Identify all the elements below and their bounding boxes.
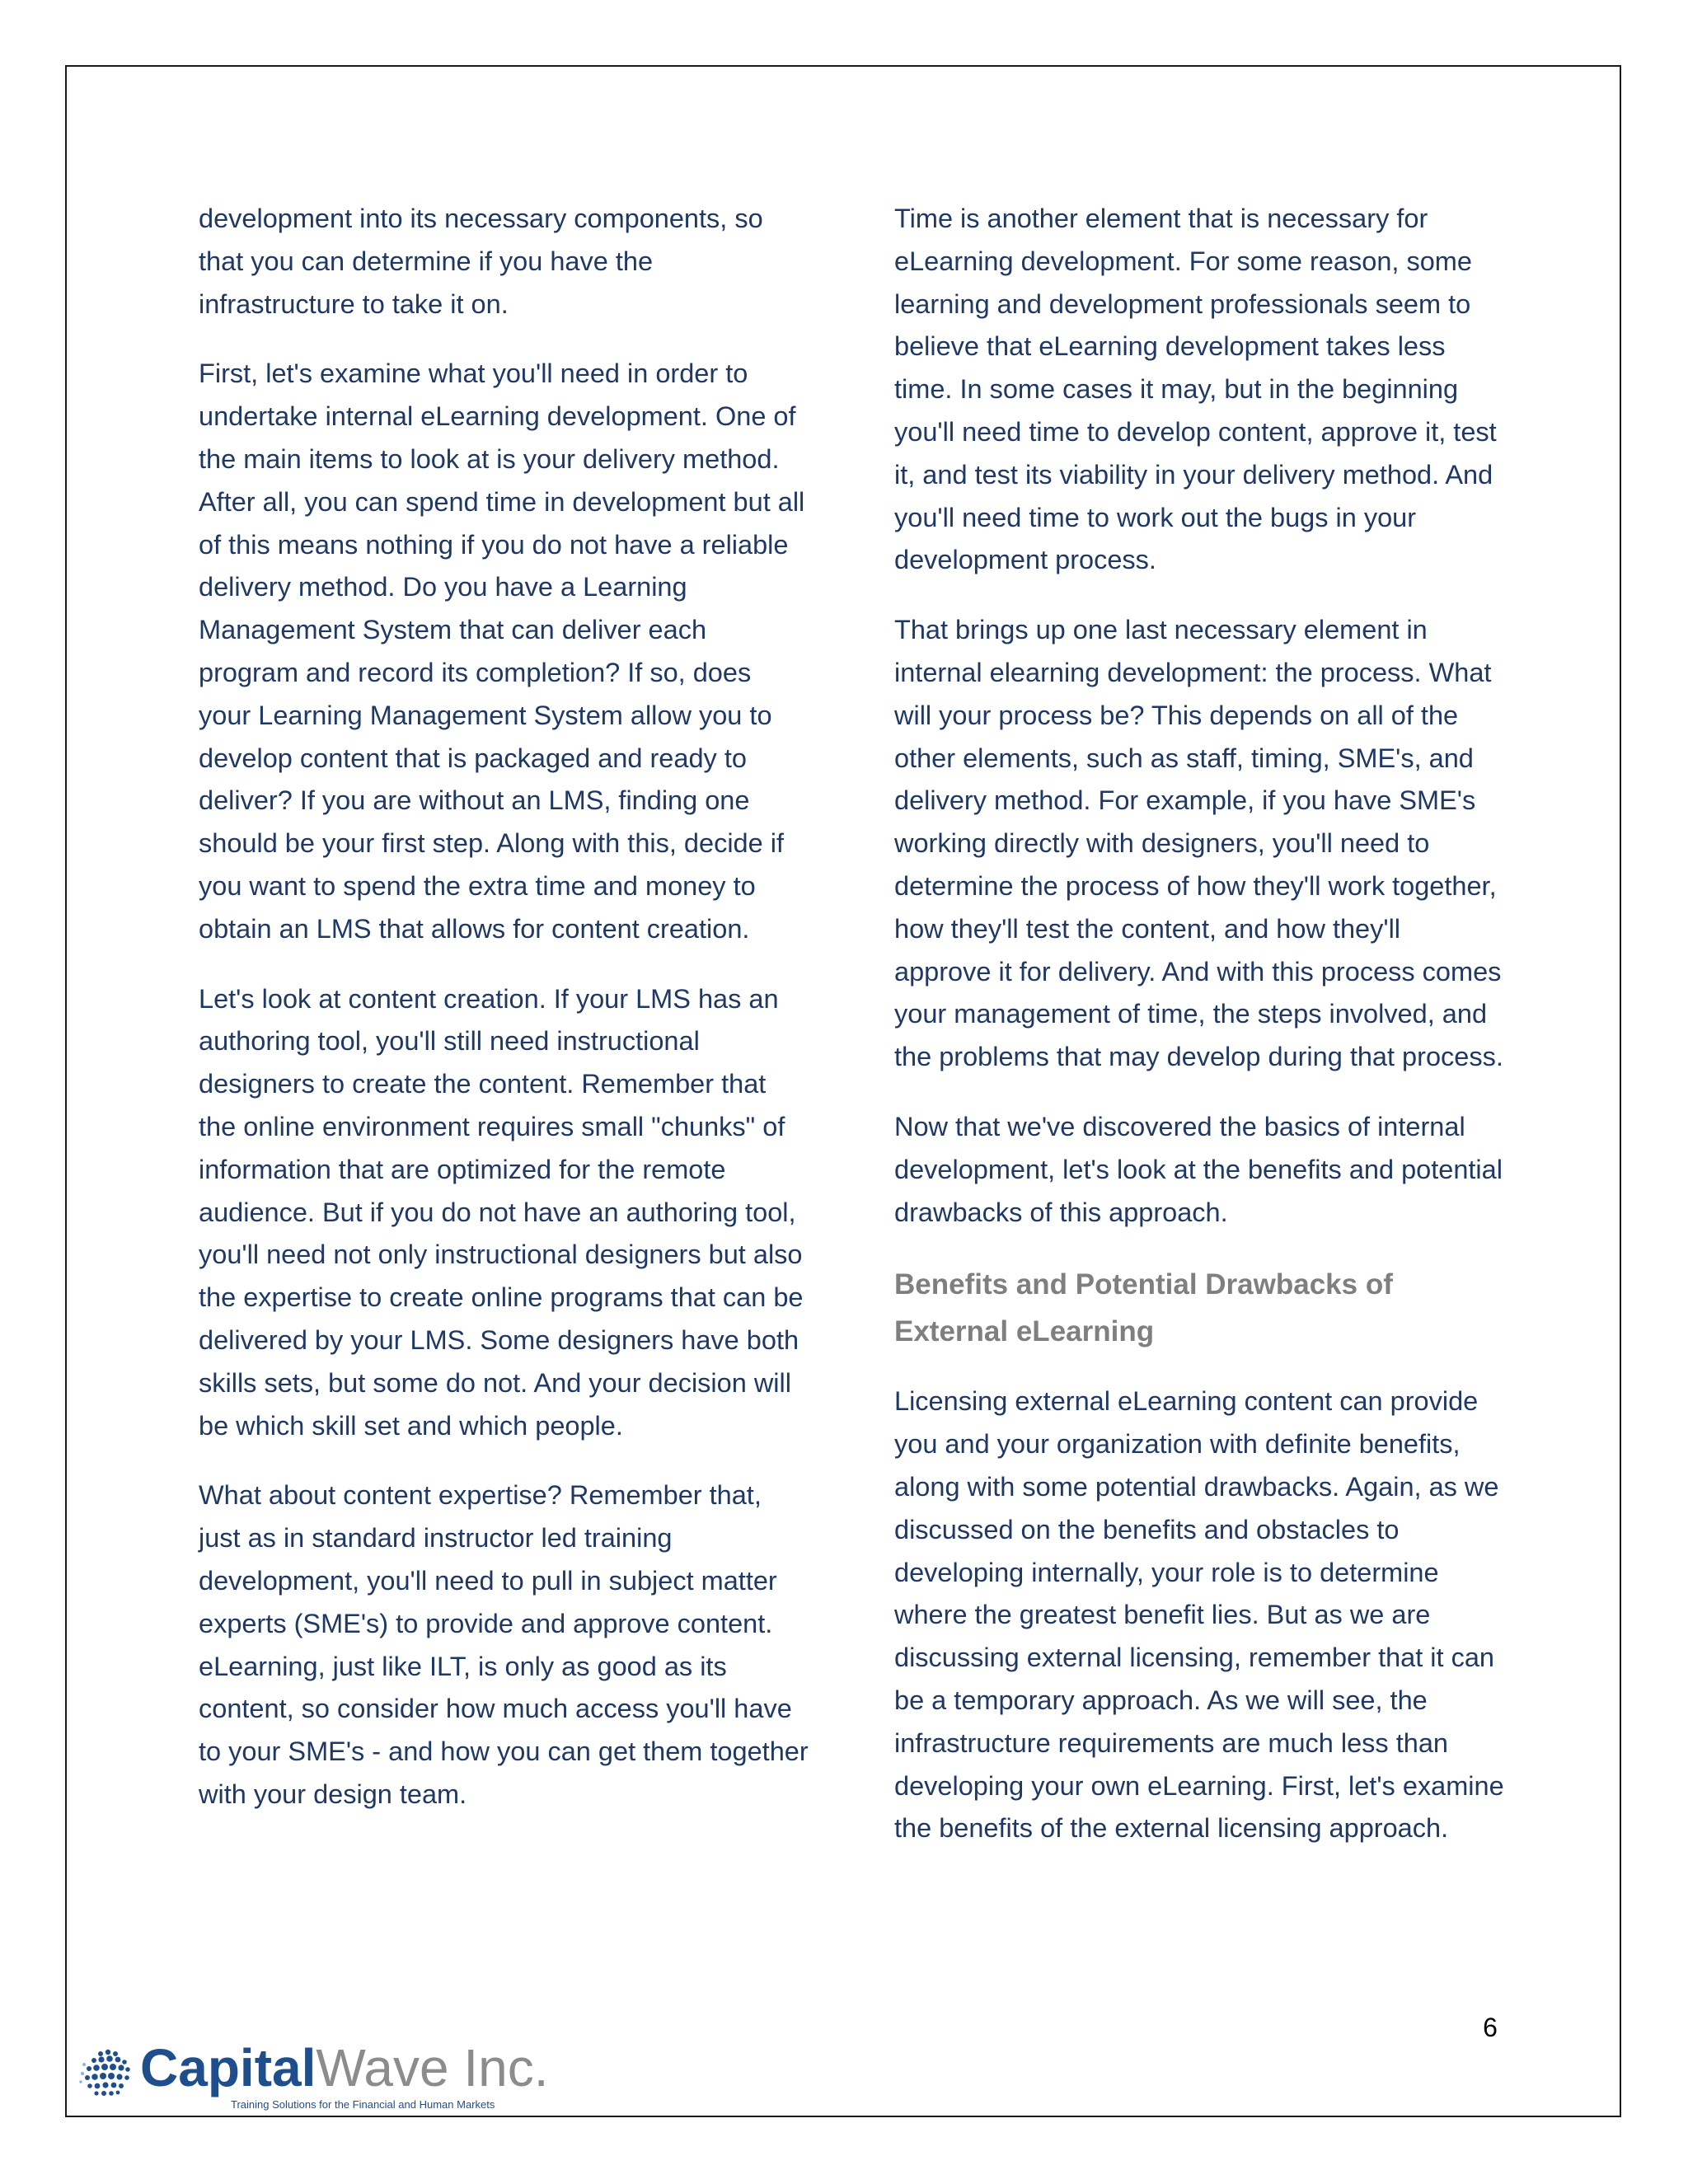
body-paragraph: Now that we've discovered the basics of internal development, let's look at the benefits and potential drawbacks of this approach. [894, 1111, 1503, 1227]
body-paragraph: That brings up one last necessary element in internal elearning development: the process. What will your process be? This depends on all of the other elements, such as staff, timing, SME's, and delivery method. For example, if you have SME's working directly with designers, you'll need to determine the process of how they'll work together, how they'll test the content, and how they'll approve it for delivery. And with this process comes your management of time, the steps involved, and the problems that may develop during that process. [894, 615, 1503, 1072]
logo-tagline: Training Solutions for the Financial and Human Markets [231, 2098, 495, 2111]
logo-wordmark [140, 2039, 549, 2097]
left-column [199, 198, 809, 1844]
logo-name-bold: Capital [140, 2038, 316, 2097]
logo-name-light: Wave Inc. [316, 2038, 549, 2097]
globe-icon [76, 2044, 135, 2103]
body-paragraph: Licensing external eLearning content can provide you and your organization with definite benefits, along with some potential drawbacks. Again, as we discussed on the benefits and obstacles to developing internally, your role is to determine where the greatest benefit lies. But as we are discussing external licensing, remember that it can be a temporary approach. As we will see, the infrastructure requirements are much less than developing your own eLearning. First, let's examine the benefits of the external licensing approach. [894, 1386, 1504, 1844]
body-paragraph: First, let's examine what you'll need in order to undertake internal eLearning development. One of the main items to look at is your delivery method. After all, you can spend time in development but all of this means nothing if you do not have a reliable delivery method. Do you have a Learning Management System that can deliver each program and record its completion? If so, does your Learning Management System allow you to develop content that is packaged and ready to deliver? If you are without an LMS, finding one should be your first step. Along with this, decide if you want to spend the extra time and money to obtain an LMS that allows for content creation. [199, 359, 805, 944]
company-logo [76, 2038, 587, 2115]
body-paragraph: Let's look at content creation. If your LMS has an authoring tool, you'll still need instructional designers to create the content. Remember that the online environment requires small "chunks" of information that are optimized for the remote audience. But if you do not have an authoring tool, you'll need not only instructional designers but also the expertise to create online programs that can be delivered by your LMS. Some designers have both skills sets, but some do not. And your decision will be which skill set and which people. [199, 983, 804, 1441]
body-paragraph: Time is another element that is necessary for eLearning development. For some reason, some learning and development professionals seem to believe that eLearning development takes less time. In some cases it may, but in the beginning you'll need time to develop content, approve it, test it, and test its viability in your delivery method. And you'll need time to work out the bugs in your development process. [894, 204, 1497, 575]
section-heading: Benefits and Potential Drawbacks of External eLearning [894, 1268, 1393, 1348]
body-paragraph: What about content expertise? Remember that, just as in standard instructor led training development, you'll need to pull in subject matter experts (SME's) to provide and approve content. eLearning, just like ILT, is only as good as its content, so consider how much access you'll have to your SME's - and how you can get them together with your design team. [199, 1480, 809, 1809]
right-column [894, 198, 1504, 1877]
page-number: 6 [1483, 2013, 1498, 2042]
body-paragraph: development into its necessary components, so that you can determine if you have the infrastructure to take it on. [199, 204, 763, 319]
